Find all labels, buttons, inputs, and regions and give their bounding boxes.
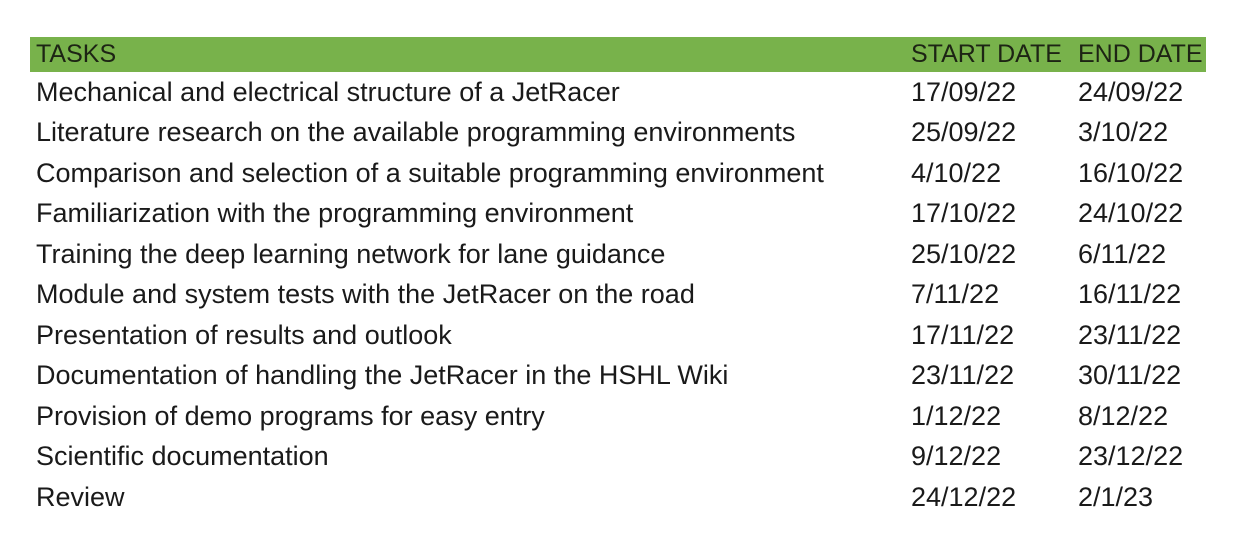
end-date-cell: 6/11/22: [1078, 238, 1167, 269]
task-cell: Mechanical and electrical structure of a JetRacer: [36, 76, 620, 107]
start-date-cell: 17/10/22: [911, 198, 1017, 229]
end-date-cell: 2/1/23: [1078, 481, 1154, 512]
end-date-cell: 8/12/22: [1078, 400, 1169, 431]
end-date-cell: 23/12/22: [1078, 441, 1184, 472]
end-date-cell: 23/11/22: [1078, 319, 1182, 350]
column-header-start-date: START DATE: [911, 37, 1078, 72]
task-schedule-table: [30, 37, 1206, 518]
task-cell: Comparison and selection of a suitable programming environment: [36, 157, 824, 188]
table-row: [30, 477, 1206, 518]
table-header-row: [30, 37, 1206, 72]
table-body: [30, 72, 1206, 518]
table-row: [30, 437, 1206, 478]
end-date-cell: 30/11/22: [1078, 360, 1182, 391]
task-cell: Scientific documentation: [36, 441, 329, 472]
column-header-end-date: END DATE: [1078, 37, 1206, 72]
task-cell: Familiarization with the programming environment: [36, 198, 634, 229]
table-row: [30, 275, 1206, 316]
start-date-cell: 9/12/22: [911, 441, 1002, 472]
task-cell: Review: [36, 481, 125, 512]
table-row: [30, 113, 1206, 154]
start-date-cell: 17/11/22: [911, 319, 1015, 350]
task-cell: Provision of demo programs for easy entry: [36, 400, 545, 431]
start-date-cell: 1/12/22: [911, 400, 1002, 431]
task-cell: Literature research on the available programming environments: [36, 117, 796, 148]
start-date-cell: 25/09/22: [911, 117, 1017, 148]
task-cell: Presentation of results and outlook: [36, 319, 452, 350]
end-date-cell: 16/10/22: [1078, 157, 1184, 188]
table-row: [30, 315, 1206, 356]
start-date-cell: 23/11/22: [911, 360, 1015, 391]
table-row: [30, 396, 1206, 437]
end-date-cell: 3/10/22: [1078, 117, 1169, 148]
start-date-cell: 25/10/22: [911, 238, 1017, 269]
task-cell: Training the deep learning network for lane guidance: [36, 238, 666, 269]
start-date-cell: 17/09/22: [911, 76, 1017, 107]
end-date-cell: 24/09/22: [1078, 76, 1184, 107]
end-date-cell: 16/11/22: [1078, 279, 1182, 310]
end-date-cell: 24/10/22: [1078, 198, 1184, 229]
column-header-tasks: TASKS: [30, 37, 911, 72]
start-date-cell: 4/10/22: [911, 157, 1002, 188]
task-cell: Module and system tests with the JetRacer on the road: [36, 279, 695, 310]
table-row: [30, 234, 1206, 275]
table-row: [30, 194, 1206, 235]
table-row: [30, 72, 1206, 113]
task-cell: Documentation of handling the JetRacer in the HSHL Wiki: [36, 360, 729, 391]
table-row: [30, 153, 1206, 194]
start-date-cell: 7/11/22: [911, 279, 1000, 310]
start-date-cell: 24/12/22: [911, 481, 1017, 512]
table-head: [30, 37, 1206, 72]
table-row: [30, 356, 1206, 397]
